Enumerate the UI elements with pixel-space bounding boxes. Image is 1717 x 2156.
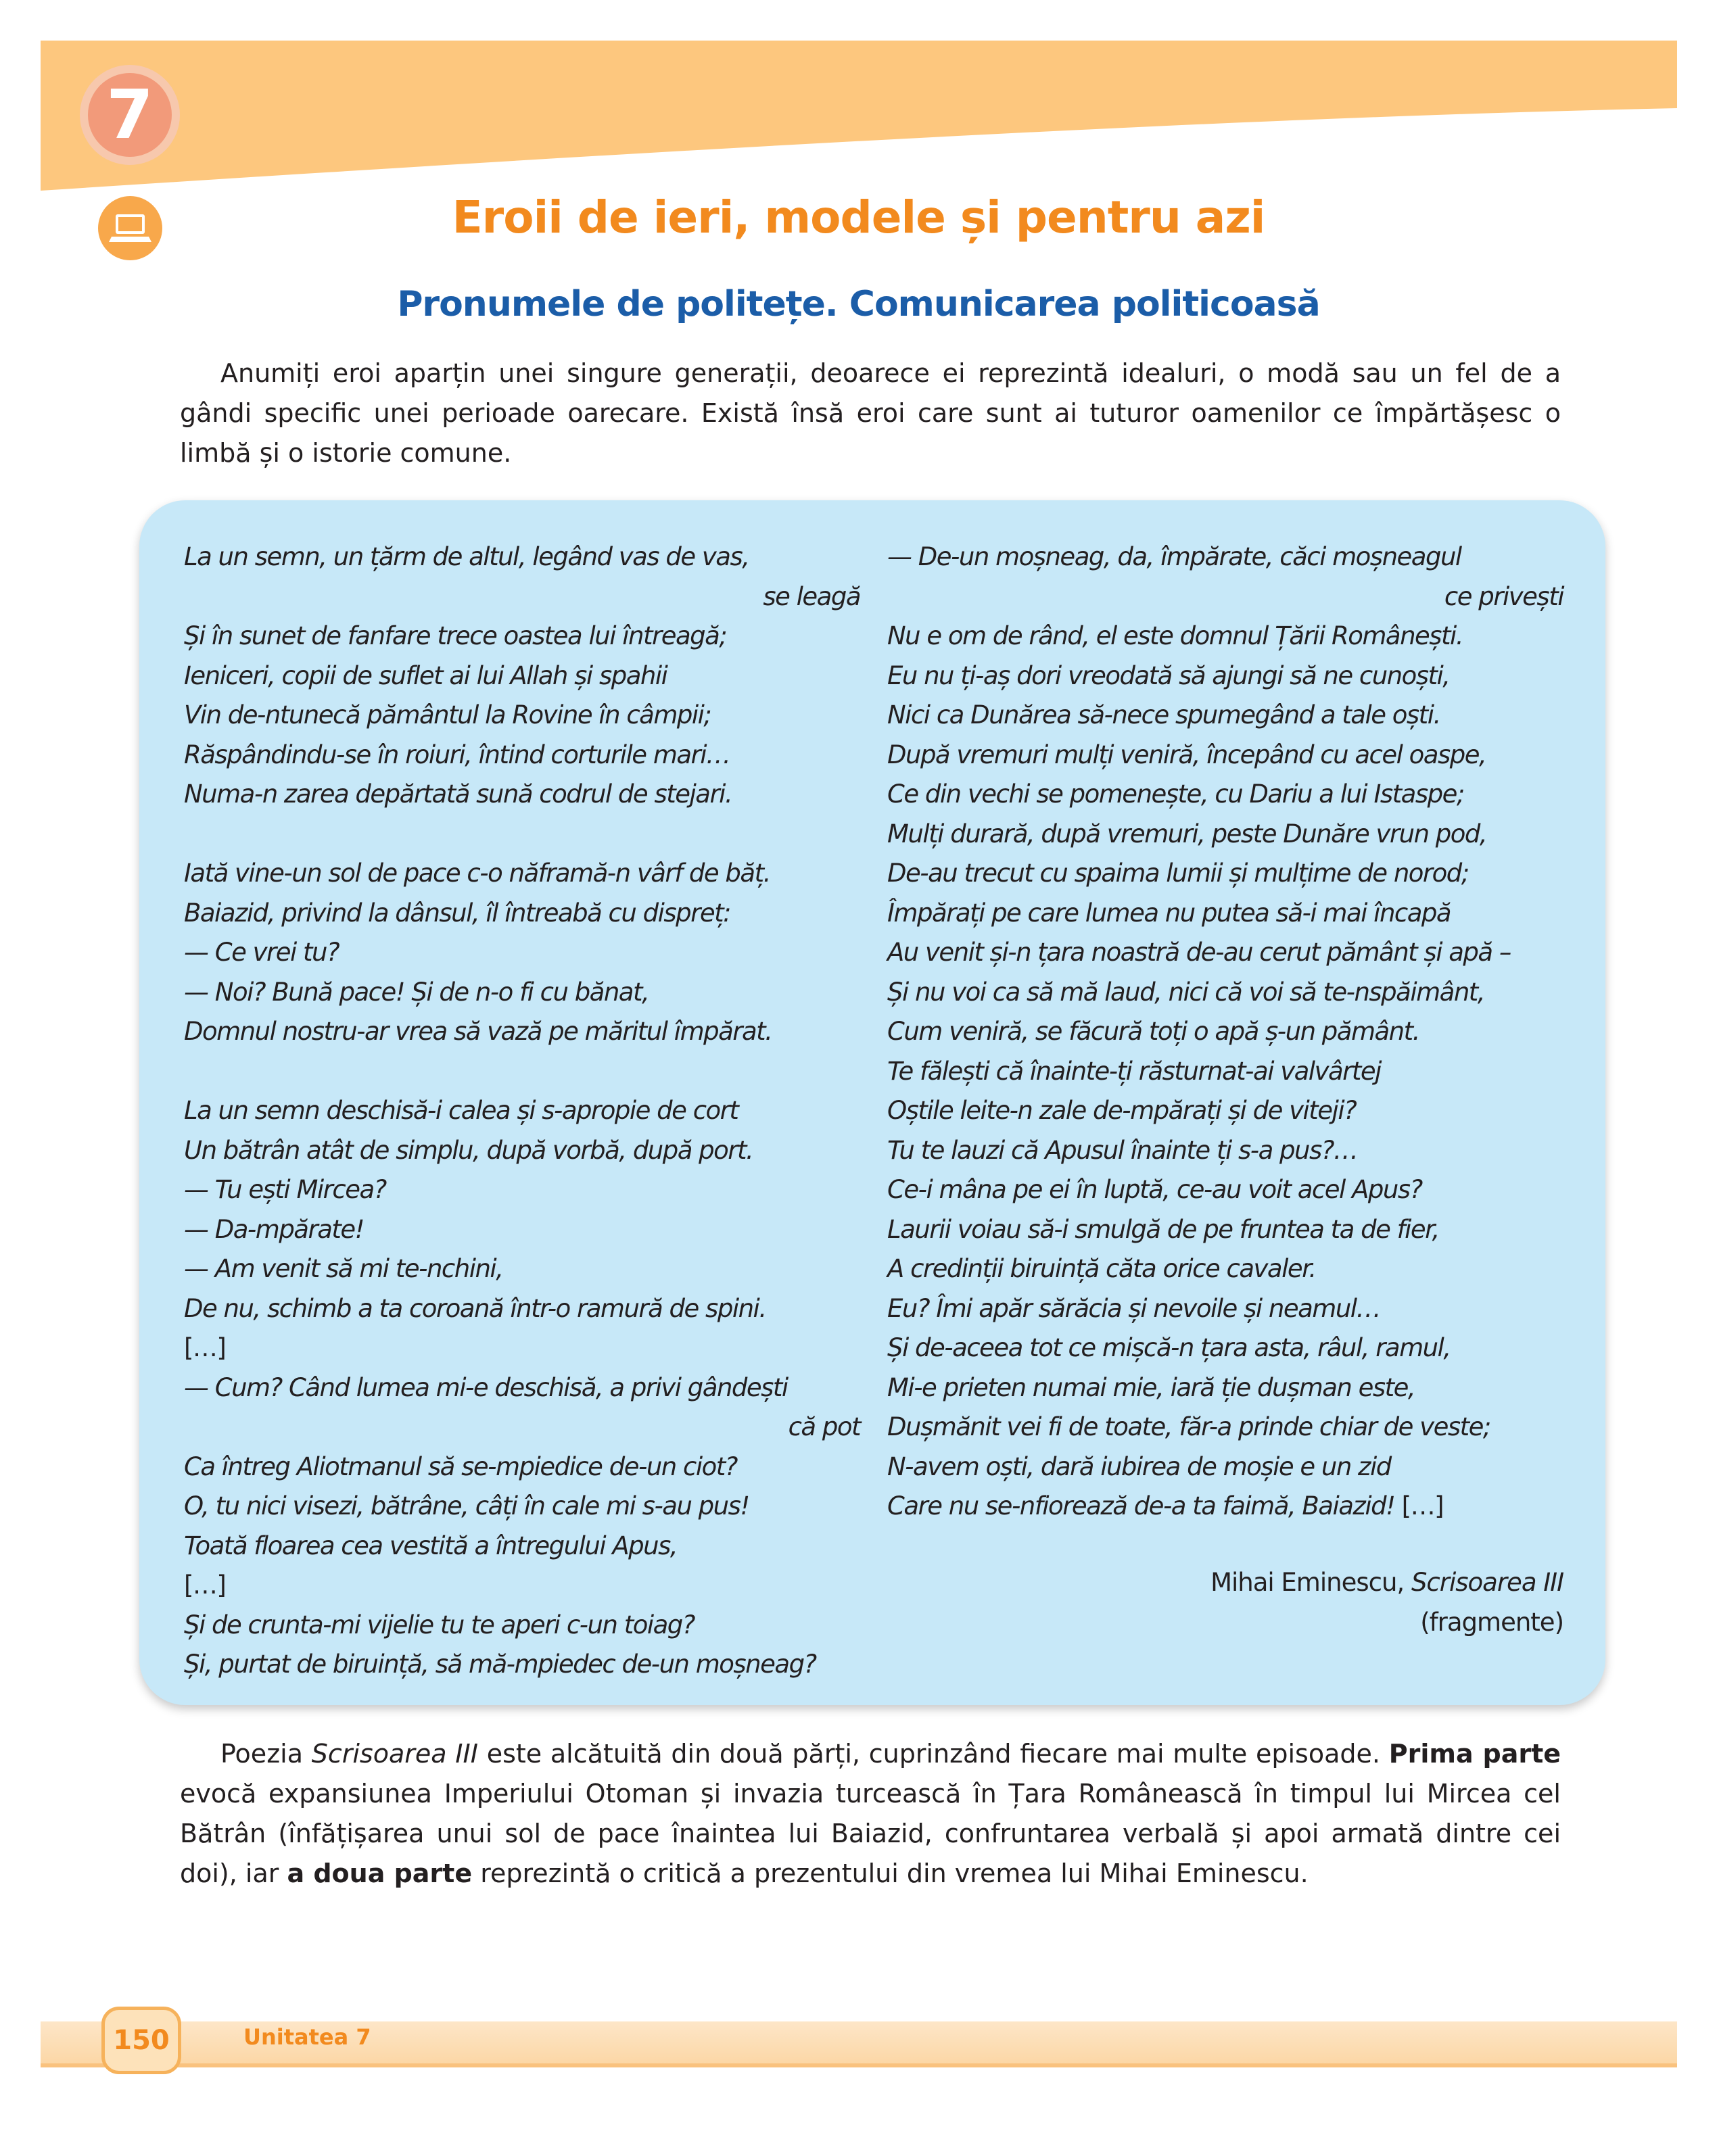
poem-line: — Tu ești Mircea? bbox=[184, 1175, 386, 1204]
header-band bbox=[41, 41, 1677, 191]
poem-line: Numa-n zarea depărtată sună codrul de stejari. bbox=[184, 780, 732, 809]
poem-line: Te fălești că înainte-ți răsturnat-ai valvârtej bbox=[887, 1056, 1381, 1086]
poem-right-column bbox=[887, 537, 1563, 1527]
poem-attribution bbox=[887, 1563, 1563, 1642]
intro-paragraph: Anumiți eroi aparțin unei singure generații, deoarece ei reprezintă idealuri, o modă sau un fel de a gândi specific unei perioade oarecare. Există însă eroi care sunt ai tuturor oamenilor ce împărtășesc o limbă și o istorie comune. bbox=[180, 358, 1561, 468]
poem-line: Oștile leite-n zale de-mpărați și de viteji? bbox=[887, 1096, 1357, 1125]
unit-label: Unitatea 7 bbox=[243, 2024, 371, 2050]
poem-ellipsis: […] bbox=[1394, 1491, 1444, 1520]
poem-line: La un semn, un țărm de altul, legând vas de vas, bbox=[184, 542, 749, 571]
poem-line: că pot bbox=[788, 1412, 860, 1441]
poem-line: — Noi? Bună pace! Și de n-o fi cu bănat, bbox=[184, 977, 649, 1007]
poem-work-title: Scrisoarea III bbox=[1411, 1568, 1563, 1597]
poem-line: Vin de-ntunecă pământul la Rovine în câmpii; bbox=[184, 700, 711, 729]
poem-author: Mihai Eminescu, bbox=[1210, 1568, 1411, 1597]
poem-line: Cum veniră, se făcură toți o apă ș-un pământ. bbox=[887, 1017, 1419, 1046]
poem-line: Ce din vechi se pomenește, cu Dariu a lui Istaspe; bbox=[887, 780, 1464, 809]
poem-line: — Ce vrei tu? bbox=[184, 938, 339, 967]
analysis-bold-term: Prima parte bbox=[1388, 1739, 1561, 1769]
analysis-text: este alcătuită din două părți, cuprinzând fiecare mai multe episoade. bbox=[477, 1739, 1389, 1769]
poem-line: N-avem oști, dară iubirea de moșie e un zid bbox=[887, 1452, 1391, 1481]
poem-note: (fragmente) bbox=[1420, 1607, 1563, 1637]
poem-line bbox=[887, 1487, 1563, 1527]
poem-ellipsis: […] bbox=[184, 1333, 226, 1362]
poem-line: Domnul nostru-ar vrea să vază pe măritul împărat. bbox=[184, 1017, 772, 1046]
unit-number: 7 bbox=[106, 75, 154, 154]
poem-line: se leagă bbox=[763, 581, 860, 611]
analysis-text: evocă expansiunea Imperiului Otoman și invazia turcească în Țara Românească în timpul lui Mircea cel Bătrân (înfățișarea unui sol de pace înaintea lui Baiazid, confruntarea verbală și apoi armată dintre cei doi), iar bbox=[180, 1779, 1561, 1888]
poem-stanza-break bbox=[184, 1052, 860, 1092]
unit-number-badge bbox=[80, 65, 180, 165]
poem-line: Și, purtat de biruință, să mă-mpiedec de-un moșneag? bbox=[184, 1650, 816, 1679]
poem-line: Tu te lauzi că Apusul înainte ți s-a pus?… bbox=[887, 1135, 1358, 1165]
poem-line: Baiazid, privind la dânsul, îl întreabă cu dispreț: bbox=[184, 898, 731, 928]
poem-line: De nu, schimb a ta coroană într-o ramură de spini. bbox=[184, 1293, 766, 1323]
poem-line: — De-un moșneag, da, împărate, căci moșneagul bbox=[887, 542, 1461, 571]
poem-line: Împărați pe care lumea nu putea să-i mai încapă bbox=[887, 898, 1451, 928]
poem-line: Și de-aceea tot ce mișcă-n țara asta, râul, ramul, bbox=[887, 1333, 1451, 1362]
poem-line: De-au trecut cu spaima lumii și mulțime de norod; bbox=[887, 859, 1469, 888]
page-number: 150 bbox=[101, 2007, 181, 2074]
poem-line: Ieniceri, copii de suflet ai lui Allah și spahii bbox=[184, 661, 667, 690]
poem-ellipsis: […] bbox=[184, 1571, 226, 1600]
page-title: Eroii de ieri, modele și pentru azi bbox=[452, 191, 1265, 243]
poem-line: — Cum? Când lumea mi-e deschisă, a privi gândești bbox=[184, 1372, 788, 1402]
poem-line: Și nu voi ca să mă laud, nici că voi să te-nspăimânt, bbox=[887, 977, 1485, 1007]
poem-line: O, tu nici visezi, bătrâne, câți în cale mi s-au pus! bbox=[184, 1491, 749, 1520]
analysis-bold-term: a doua parte bbox=[287, 1859, 473, 1888]
poem-line: Mi-e prieten numai mie, iară ție dușman este, bbox=[887, 1372, 1415, 1402]
poem-line: Și în sunet de fanfare trece oastea lui întreagă; bbox=[184, 621, 727, 650]
poem-line: A credinții biruință căta orice cavaler. bbox=[887, 1254, 1316, 1283]
page-subtitle: Pronumele de politețe. Comunicarea politicoasă bbox=[397, 284, 1320, 325]
poem-line: — Da-mpărate! bbox=[184, 1214, 364, 1244]
poem-line: Dușmănit vei fi de toate, făr-a prinde chiar de veste; bbox=[887, 1412, 1490, 1441]
analysis-paragraph bbox=[180, 1734, 1561, 1894]
poem-line: — Am venit să mi te-nchini, bbox=[184, 1254, 503, 1283]
poem-stanza-break bbox=[184, 815, 860, 855]
poem-line: Nu e om de rând, el este domnul Țării Românești. bbox=[887, 621, 1463, 650]
poem-line: Toată floarea cea vestită a întregului Apus, bbox=[184, 1531, 678, 1560]
poem-line: Răspândindu-se în roiuri, întind corturile mari… bbox=[184, 740, 730, 769]
poem-line: Un bătrân atât de simplu, după vorbă, după port. bbox=[184, 1135, 753, 1165]
poem-line: Nici ca Dunărea să-nece spumegând a tale oști. bbox=[887, 700, 1440, 729]
poem-line-text: Care nu se-nfiorează de-a ta faimă, Baiazid! bbox=[887, 1491, 1395, 1520]
poem-line: Au venit și-n țara noastră de-au cerut pământ și apă – bbox=[887, 938, 1511, 967]
analysis-text: Poezia bbox=[220, 1739, 312, 1769]
poem-line: Eu? Îmi apăr sărăcia și nevoile și neamul… bbox=[887, 1293, 1381, 1323]
analysis-work-title: Scrisoarea III bbox=[311, 1739, 478, 1769]
poem-line: La un semn deschisă-i calea și s-apropie de cort bbox=[184, 1096, 738, 1125]
poem-line: Ca întreg Aliotmanul să se-mpiedice de-un ciot? bbox=[184, 1452, 737, 1481]
poem-line: Mulți durară, după vremuri, peste Dunăre vrun pod, bbox=[887, 819, 1487, 848]
analysis-text: reprezintă o critică a prezentului din vremea lui Mihai Eminescu. bbox=[472, 1859, 1309, 1888]
poem-line: După vremuri mulți veniră, începând cu acel oaspe, bbox=[887, 740, 1486, 769]
poem-line: Eu nu ți-aș dori vreodată să ajungi să ne cunoști, bbox=[887, 661, 1450, 690]
poem-left-column bbox=[184, 537, 860, 1685]
poem-line: Iată vine-un sol de pace c-o năframă-n vârf de băț. bbox=[184, 859, 770, 888]
poem-line: Și de crunta-mi vijelie tu te aperi c-un toiag? bbox=[184, 1610, 695, 1639]
poem-line: ce privești bbox=[1444, 581, 1563, 611]
poem-line: Laurii voiau să-i smulgă de pe fruntea ta de fier, bbox=[887, 1214, 1439, 1244]
poem-line: Ce-i mâna pe ei în luptă, ce-au voit acel Apus? bbox=[887, 1175, 1422, 1204]
